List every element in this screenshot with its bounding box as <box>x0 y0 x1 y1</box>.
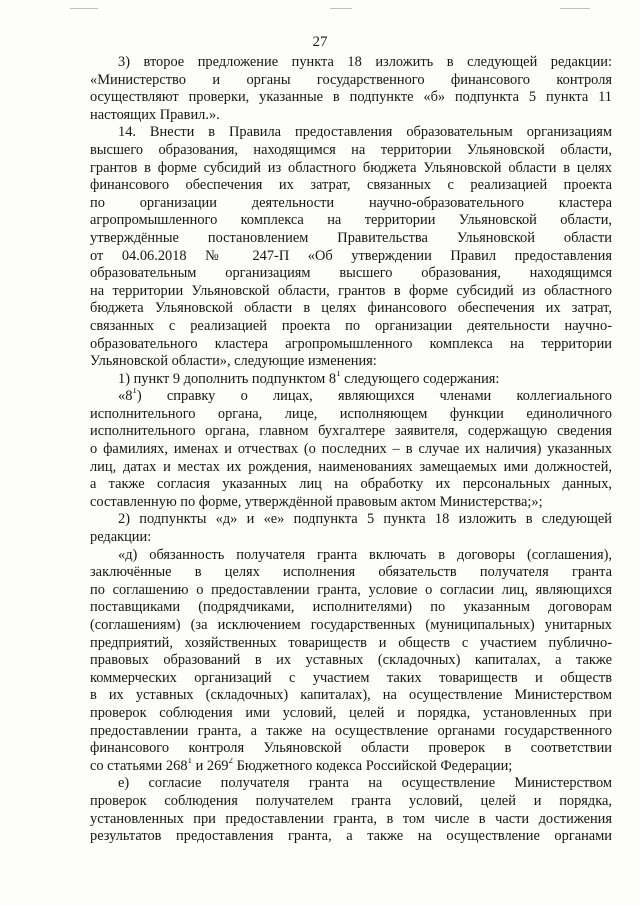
text-run: заключённые в целях исполнения обязательств получателя гранта <box>90 564 612 581</box>
text-run: по соглашению о предоставлении гранта, условие о согласии лиц, являющихся <box>90 581 612 598</box>
text-run: «д) обязанность получателя гранта включать в договоры (соглашения), <box>118 546 612 563</box>
text-run: поставщиками (подрядчиками, исполнителями) по указанным договорам <box>90 599 612 616</box>
text-line <box>90 793 612 811</box>
text-line <box>90 652 612 670</box>
text-run: 1) пункт 9 дополнить подпунктом 8 <box>118 370 337 387</box>
text-line <box>90 300 612 318</box>
text-run: (соглашениям) (за исключением государственных (муниципальных) унитарных <box>90 617 612 633</box>
text-line <box>90 89 612 107</box>
text-line <box>90 248 612 266</box>
text-run: со статьями 268 <box>90 757 188 774</box>
text-line <box>90 564 612 582</box>
text-line <box>90 635 612 653</box>
text-run: составленную по форме, утверждённой правовым актом Министерства;»; <box>90 493 543 510</box>
text-run: на территории Ульяновской области, грантов в форме субсидий из областного <box>90 282 612 299</box>
page-number: 27 <box>312 34 328 50</box>
text-run: редакции: <box>90 529 152 546</box>
text-line <box>90 72 612 90</box>
text-line <box>90 195 612 213</box>
text-run: установленных при предоставлении гранта, в том числе в части достижения <box>90 810 612 827</box>
text-line <box>90 318 612 336</box>
text-run: о фамилиях, именах и отчествах (о последних – в случае их наличия) указанных <box>90 441 612 458</box>
text-run: проверок соблюдения ими условий, целей и порядка, установленных при <box>90 704 612 721</box>
text-run: и 269 <box>192 757 229 774</box>
text-line <box>90 230 612 248</box>
text-run: а также согласия указанных лиц на обработку их персональных данных, <box>90 476 612 493</box>
superscript: 1 <box>187 757 193 765</box>
text-run: в их уставных (складочных) капиталах), на осуществление Министерством <box>90 687 612 704</box>
text-line <box>90 160 612 178</box>
text-line <box>90 283 612 301</box>
text-run: лиц, датах и местах их рождения, наименованиях замещаемых ими должностей, <box>90 458 612 475</box>
scan-mark-right <box>560 8 590 9</box>
text-run: следующего содержания: <box>340 370 500 387</box>
text-run: Бюджетного кодекса Российской Федерации; <box>233 757 513 774</box>
text-line <box>90 723 612 741</box>
text-line <box>90 705 612 723</box>
text-run: исполнительного органа, главном бухгалтере заявителя, содержащую сведения <box>90 423 612 440</box>
text-line <box>90 494 612 512</box>
scan-mark-center <box>330 8 352 9</box>
text-run: предоставлении гранта, а также на осуществление органами государственного <box>90 722 612 739</box>
text-run: Ульяновской области», следующие изменения: <box>90 353 377 370</box>
text-run: образовательным организациям высшего образования, находящимся <box>90 265 612 282</box>
text-line <box>90 547 612 565</box>
text-line <box>90 441 612 459</box>
text-run: осуществляют проверки, указанные в подпункте «б» подпункта 5 пункта 11 <box>90 89 612 106</box>
text-line <box>90 511 612 529</box>
text-run: настоящих Правил.». <box>90 106 220 123</box>
text-line <box>90 353 612 371</box>
text-line <box>90 142 612 160</box>
text-run: результатов предоставления гранта, а также на осуществление органами <box>90 828 612 845</box>
text-run: бюджета Ульяновской области в целях финансового обеспечения их затрат, <box>90 300 612 317</box>
text-line <box>90 582 612 600</box>
text-line <box>90 107 612 125</box>
text-run: финансового контроля Ульяновской области проверок в соответствии <box>90 740 612 757</box>
text-run: 3) второе предложение пункта 18 изложить в следующей редакции: <box>118 54 612 70</box>
text-run: е) согласие получателя гранта на осуществление Министерством <box>118 775 612 792</box>
text-line <box>90 459 612 477</box>
text-run: 2) подпункты «д» и «е» подпункта 5 пункта 18 изложить в следующей <box>118 511 612 528</box>
text-line <box>90 599 612 617</box>
text-line <box>90 388 612 406</box>
text-line <box>90 124 612 142</box>
text-run: правовых образований в их уставных (складочных) капиталах, а также <box>90 652 612 669</box>
text-run: связанных с реализацией проекта по организации деятельности научно- <box>90 317 612 334</box>
text-line <box>90 687 612 705</box>
text-line <box>90 670 612 688</box>
text-line <box>90 617 612 635</box>
text-run: финансового обеспечения их затрат, связанных с реализацией проекта <box>90 177 612 194</box>
text-run: «Министерство и органы государственного финансового контроля <box>90 71 612 88</box>
text-run: высшего образования, находящимся на территории Ульяновской области, <box>90 141 612 158</box>
text-run: коммерческих организаций с участием таких товариществ и обществ <box>90 669 612 686</box>
text-line <box>90 406 612 424</box>
text-run: ) справку о лицах, являющихся членами коллегиального <box>136 388 612 405</box>
superscript: 2 <box>228 757 233 765</box>
superscript: 1 <box>132 388 137 396</box>
text-line <box>90 811 612 829</box>
text-run: по организации деятельности научно-образовательного кластера <box>90 194 612 211</box>
text-run: утверждённые постановлением Правительства Ульяновской области <box>90 229 612 246</box>
text-run: исполнительного органа, лице, исполняющем функции единоличного <box>90 405 612 422</box>
text-run: от 04.06.2018 № 247-П «Об утверждении Правил предоставления <box>90 247 612 264</box>
text-line <box>90 54 612 72</box>
text-run: грантов в форме субсидий из областного бюджета Ульяновской области в целях <box>90 159 612 176</box>
text-run: проверок соблюдения получателем гранта условий, целей и порядка, <box>90 792 612 809</box>
text-line <box>90 177 612 195</box>
text-line <box>90 775 612 793</box>
text-line <box>90 336 612 354</box>
superscript: 1 <box>336 370 341 378</box>
text-line <box>90 212 612 230</box>
text-line <box>90 529 612 547</box>
text-line <box>90 740 612 758</box>
text-line <box>90 371 612 389</box>
text-run: предприятий, хозяйственных товариществ и обществ с участием публично- <box>90 634 612 651</box>
text-run: образовательного кластера агропромышленного комплекса на территории <box>90 335 612 352</box>
text-run: «8 <box>118 388 133 405</box>
text-line <box>90 423 612 441</box>
text-line <box>90 476 612 494</box>
document-body <box>90 54 612 846</box>
text-run: агропромышленного комплекса на территории Ульяновской области, <box>90 212 612 229</box>
text-line <box>90 265 612 283</box>
scan-mark-left <box>70 8 98 9</box>
text-line <box>90 758 612 776</box>
text-line <box>90 828 612 846</box>
text-run: 14. Внести в Правила предоставления образовательным организациям <box>118 124 612 141</box>
